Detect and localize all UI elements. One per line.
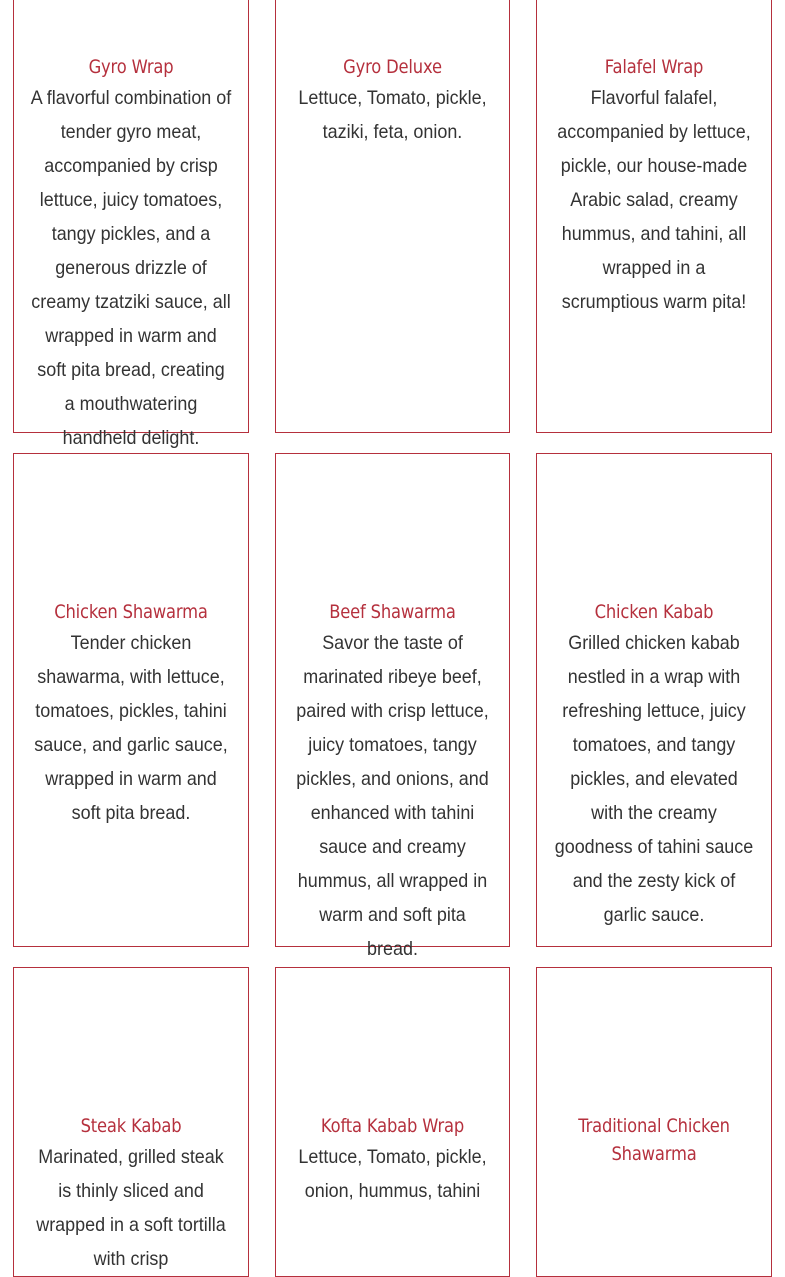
menu-card-image[interactable] <box>14 0 248 49</box>
menu-card-image[interactable] <box>537 454 771 594</box>
menu-item-title[interactable]: Traditional Chicken Shawarma <box>578 1115 730 1165</box>
menu-card-image[interactable] <box>276 454 509 594</box>
menu-card-kofta-kabab-wrap[interactable] <box>275 967 510 1277</box>
menu-item-title[interactable]: Chicken Kabab <box>594 601 714 623</box>
menu-item-description: Tender chicken shawarma, with lettuce, tomatoes, pickles, tahini sauce, and garlic sauce, wrapped in warm and soft pita bread. <box>34 632 228 824</box>
menu-card-image[interactable] <box>537 968 771 1108</box>
menu-card-image[interactable] <box>14 454 248 594</box>
menu-card-image[interactable] <box>276 0 509 49</box>
menu-card-traditional-chicken-shawarma[interactable] <box>536 967 772 1277</box>
menu-item-description: Marinated, grilled steak is thinly sliced and wrapped in a soft tortilla with crisp <box>36 1146 226 1270</box>
menu-item-title[interactable]: Chicken Shawarma <box>54 601 208 623</box>
menu-card-gyro-wrap[interactable] <box>13 0 249 449</box>
menu-card-steak-kabab[interactable] <box>13 967 249 1277</box>
menu-item-title[interactable]: Gyro Deluxe <box>343 56 442 78</box>
menu-card-chicken-kabab[interactable] <box>536 453 772 947</box>
menu-item-description: Flavorful falafel, accompanied by lettuce, pickle, our house-made Arabic salad, creamy hummus, and tahini, all wrapped in a scrumptious warm pita! <box>557 87 751 313</box>
menu-card-image[interactable] <box>14 968 248 1108</box>
menu-item-title[interactable]: Falafel Wrap <box>604 56 704 78</box>
menu-item-description: Savor the taste of marinated ribeye beef, paired with crisp lettuce, juicy tomatoes, tangy pickles, and onions, and enhanced with tahini sauce and creamy hummus, all wrapped in warm and soft pita bread. <box>296 632 489 960</box>
menu-item-description: Lettuce, Tomato, pickle, taziki, feta, onion. <box>298 87 487 143</box>
menu-item-description: Grilled chicken kabab nestled in a wrap with refreshing lettuce, juicy tomatoes, and tangy pickles, and elevated with the creamy goodness of tahini sauce and the zesty kick of garlic sauce. <box>554 632 754 926</box>
menu-item-title[interactable]: Gyro Wrap <box>88 56 174 78</box>
menu-item-title[interactable]: Steak Kabab <box>80 1115 182 1137</box>
menu-card-chicken-shawarma[interactable] <box>13 453 249 947</box>
menu-item-description: A flavorful combination of tender gyro meat, accompanied by crisp lettuce, juicy tomatoes, tangy pickles, and a generous drizzle of creamy tzatziki sauce, all wrapped in warm and soft pita bread, creating a mouthwatering handheld delight. <box>30 87 232 449</box>
menu-card-falafel-wrap[interactable] <box>536 0 772 433</box>
menu-card-image[interactable] <box>276 968 509 1108</box>
menu-item-title[interactable]: Beef Shawarma <box>329 601 456 623</box>
menu-item-description: Lettuce, Tomato, pickle, onion, hummus, tahini <box>298 1146 487 1202</box>
menu-card-beef-shawarma[interactable] <box>275 453 510 960</box>
menu-item-title[interactable]: Kofta Kabab Wrap <box>320 1115 465 1137</box>
menu-card-gyro-deluxe[interactable] <box>275 0 510 433</box>
menu-card-image[interactable] <box>537 0 771 49</box>
